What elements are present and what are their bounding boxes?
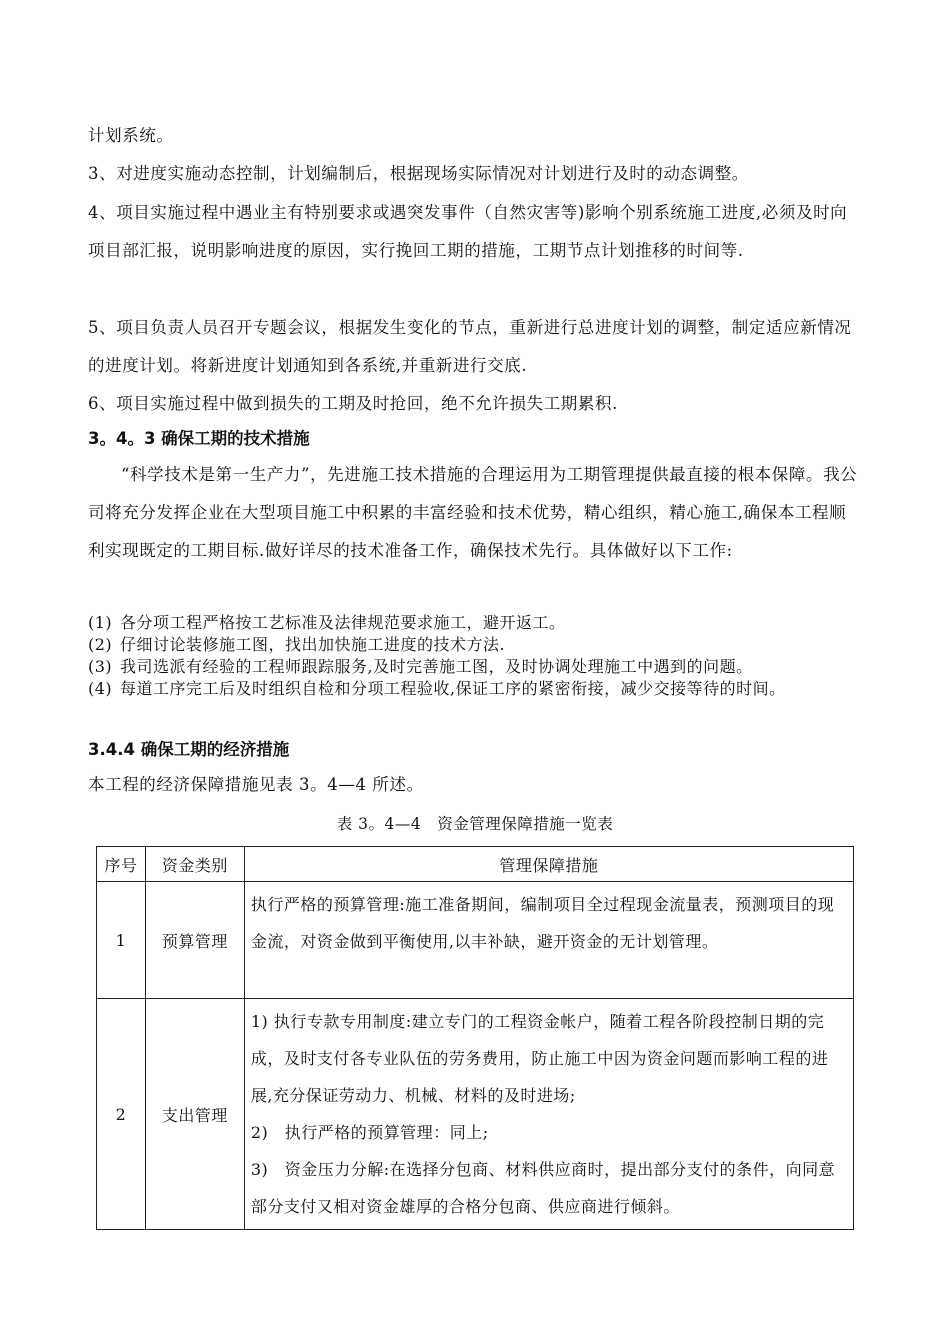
list-item-text: 仔细讨论装修施工图，找出加快施工进度的技术方法. bbox=[120, 635, 506, 654]
section-heading-343: 3。4。3 确保工期的技术措施 bbox=[88, 429, 310, 448]
table-caption: 表 3。4—4 资金管理保障措施一览表 bbox=[336, 815, 614, 833]
list-item bbox=[88, 678, 863, 700]
list-item-text: 每道工序完工后及时组织自检和分项工程验收,保证工序的紧密衔接，减少交接等待的时间。 bbox=[120, 679, 786, 698]
table-row bbox=[97, 882, 854, 999]
row-measures bbox=[244, 999, 853, 1230]
row-category: 支出管理 bbox=[145, 999, 244, 1230]
section-heading-344: 3.4.4 确保工期的经济措施 bbox=[88, 740, 290, 759]
section-343-intro: “科学技术是第一生产力”，先进施工技术措施的合理运用为工期管理提供最直接的根本保障。我公司将充分发挥企业在大型项目施工中积累的丰富经验和技术优势，精心组织，精心施工,确保本工程顺利实现既定的工期目标.做好详尽的技术准备工作，确保技术先行。具体做好以下工作: bbox=[88, 465, 858, 560]
fund-management-table bbox=[96, 846, 854, 1230]
list-item-text: 各分项工程严格按工艺标准及法律规范要求施工，避开返工。 bbox=[120, 613, 566, 632]
measure-line: 2) 执行严格的预算管理：同上; bbox=[250, 1123, 489, 1142]
table-row bbox=[97, 999, 854, 1230]
technical-measures-list bbox=[88, 612, 863, 700]
paragraph-planning-system: 计划系统。 bbox=[88, 126, 174, 145]
list-item-text: 我司选派有经验的工程师跟踪服务,及时完善施工图，及时协调处理施工中遇到的问题。 bbox=[120, 657, 753, 676]
row-measures bbox=[244, 882, 853, 999]
paragraph-item-3: 3、对进度实施动态控制，计划编制后，根据现场实际情况对计划进行及时的动态调整。 bbox=[88, 164, 749, 183]
paragraph-item-5: 5、项目负责人员召开专题会议，根据发生变化的节点，重新进行总进度计划的调整，制定适应新情况的进度计划。将新进度计划通知到各系统,并重新进行交底. bbox=[88, 318, 852, 375]
list-item-number: (1) bbox=[88, 613, 113, 632]
paragraph-item-6: 6、项目实施过程中做到损失的工期及时抢回，绝不允许损失工期累积. bbox=[88, 394, 618, 413]
row-category: 预算管理 bbox=[145, 882, 244, 999]
table-header-row bbox=[97, 847, 854, 882]
section-344-intro: 本工程的经济保障措施见表 3。4—4 所述。 bbox=[88, 775, 424, 794]
list-item-number: (3) bbox=[88, 657, 113, 676]
header-no: 序号 bbox=[97, 847, 146, 882]
header-category: 资金类别 bbox=[145, 847, 244, 882]
row-number: 2 bbox=[97, 999, 146, 1230]
list-item-number: (2) bbox=[88, 635, 113, 654]
paragraph-item-4: 4、项目实施过程中遇业主有特别要求或遇突发事件（自然灾害等)影响个别系统施工进度,必须及时向项目部汇报，说明影响进度的原因，实行挽回工期的措施，工期节点计划推移的时间等. bbox=[88, 203, 848, 260]
header-measures: 管理保障措施 bbox=[244, 847, 853, 882]
measure-line: 1) 执行专款专用制度:建立专门的工程资金帐户，随着工程各阶段控制日期的完成，及时支付各专业队伍的劳务费用，防止施工中因为资金问题而影响工程的进展,充分保证劳动力、机械、材料的及时进场; bbox=[250, 1012, 829, 1105]
list-item-number: (4) bbox=[88, 679, 113, 698]
list-item bbox=[88, 634, 863, 656]
list-item bbox=[88, 656, 863, 678]
measure-line: 3) 资金压力分解:在选择分包商、材料供应商时，提出部分支付的条件，向同意部分支付又相对资金雄厚的合格分包商、供应商进行倾斜。 bbox=[250, 1160, 836, 1216]
measure-line: 执行严格的预算管理:施工准备期间，编制项目全过程现金流量表，预测项目的现金流，对资金做到平衡使用,以丰补缺，避开资金的无计划管理。 bbox=[250, 895, 835, 951]
row-number: 1 bbox=[97, 882, 146, 999]
list-item bbox=[88, 612, 863, 634]
